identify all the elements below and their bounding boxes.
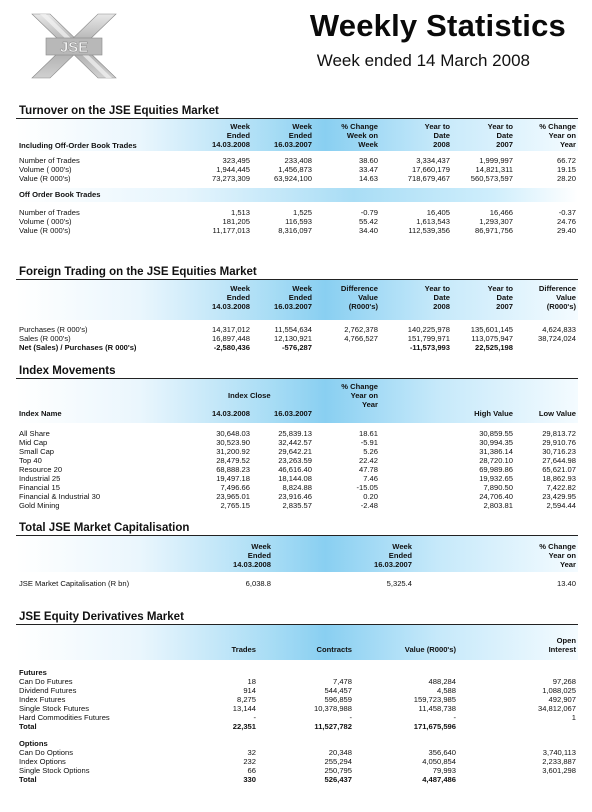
cap-row-value-3: 13.40	[556, 579, 576, 588]
row-value: 18,862.93	[542, 474, 576, 483]
row-value: 30,648.03	[216, 429, 250, 438]
row-value: 24.76	[556, 217, 576, 226]
row-value: 11,458,738	[418, 704, 456, 713]
capitalisation-section	[16, 521, 578, 588]
row-value: -2.48	[360, 501, 378, 510]
row-value: 34.40	[358, 226, 378, 235]
row-value: 914	[243, 686, 256, 695]
row-value: 38,724,024	[537, 334, 576, 343]
index-col-date1: 14.03.2008	[211, 409, 250, 418]
row-label: Value (R 000's)	[19, 226, 71, 235]
table-row	[16, 465, 578, 474]
capitalisation-title: Total JSE Market Capitalisation	[16, 521, 578, 536]
row-label: Industrial 25	[19, 474, 61, 483]
row-value: 86,971,756	[474, 226, 513, 235]
row-value: 32	[247, 748, 256, 757]
row-value: 113,075,947	[471, 334, 513, 343]
row-value: 2,762,378	[344, 325, 378, 334]
row-label: Sales (R 000's)	[19, 334, 71, 343]
row-value: 4,588	[436, 686, 456, 695]
foreign-rows	[16, 325, 578, 352]
row-value: 14,821,311	[475, 165, 513, 174]
row-value: 3,601,298	[542, 766, 576, 775]
row-label: Net (Sales) / Purchases (R 000's)	[19, 343, 137, 352]
row-value: 232	[243, 757, 256, 766]
row-label: Volume ( 000's)	[19, 165, 72, 174]
foreign-col-2: Week Ended 16.03.2007	[273, 284, 312, 311]
row-value: 13,144	[232, 704, 256, 713]
row-value: 323,495	[222, 156, 250, 165]
foreign-header-band	[16, 280, 578, 320]
row-value: 11,177,013	[212, 226, 250, 235]
futures-rows	[16, 677, 578, 731]
row-value: 3,740,113	[542, 748, 576, 757]
row-value: -0.37	[558, 208, 576, 217]
row-value: 28,720.10	[479, 456, 513, 465]
deriv-col-trades: Trades	[231, 645, 256, 654]
turnover-row-label-header: Including Off-Order Book Trades	[19, 141, 137, 150]
row-label: All Share	[19, 429, 50, 438]
row-value: 4,624,833	[542, 325, 576, 334]
cap-row-value-1: 6,038.8	[245, 579, 271, 588]
row-value: 97,268	[552, 677, 576, 686]
page-title: Weekly Statistics	[309, 8, 566, 43]
row-value: 112,539,356	[408, 226, 450, 235]
index-col-name: Index Name	[19, 409, 62, 418]
row-label: Top 40	[19, 456, 42, 465]
index-rows	[16, 429, 578, 510]
cap-col-2: Week Ended 16.03.2007	[373, 542, 412, 569]
options-heading: Options	[19, 739, 48, 748]
row-label: Gold Mining	[19, 501, 60, 510]
row-value: 1,088,025	[542, 686, 576, 695]
table-row	[16, 165, 578, 174]
turnover-header-band	[16, 119, 578, 151]
foreign-col-3: Difference Value (R000's)	[340, 284, 378, 311]
table-row	[16, 325, 578, 334]
row-value: 28.20	[556, 174, 576, 183]
row-value: 488,284	[428, 677, 456, 686]
row-label: Resource 20	[19, 465, 63, 474]
jse-logo	[28, 12, 120, 80]
row-value: 29,910.76	[542, 438, 576, 447]
row-value: 18	[247, 677, 256, 686]
foreign-col-4: Year to Date 2008	[424, 284, 450, 311]
row-value: 18,144.08	[278, 474, 312, 483]
row-value: 30,859.55	[479, 429, 513, 438]
row-value: 18.61	[358, 429, 378, 438]
row-value: 32,442.57	[278, 438, 312, 447]
page-header	[0, 0, 592, 92]
foreign-col-1: Week Ended 14.03.2008	[211, 284, 250, 311]
row-label: Financial 15	[19, 483, 60, 492]
row-value: 29,813.72	[542, 429, 576, 438]
table-row	[16, 217, 578, 226]
row-value: 159,723,985	[413, 695, 456, 704]
row-value: 2,835.57	[282, 501, 312, 510]
index-header-band	[16, 379, 578, 423]
derivatives-title: JSE Equity Derivatives Market	[16, 610, 578, 625]
table-row	[16, 483, 578, 492]
row-value: -	[349, 713, 352, 722]
row-value: 14.63	[358, 174, 378, 183]
row-value: 19,497.18	[216, 474, 250, 483]
table-row	[16, 704, 578, 713]
row-value: 30,994.35	[479, 438, 513, 447]
row-value: 17,660,179	[411, 165, 450, 174]
foreign-title: Foreign Trading on the JSE Equities Market	[16, 265, 578, 280]
page-subtitle: Week ended 14 March 2008	[316, 51, 530, 70]
row-value: 718,679,467	[407, 174, 450, 183]
foreign-col-5: Year to Date 2007	[487, 284, 513, 311]
row-value: 11,554,634	[274, 325, 312, 334]
row-value: 31,386.14	[479, 447, 513, 456]
row-label: Mid Cap	[19, 438, 48, 447]
cap-col-1: Week Ended 14.03.2008	[232, 542, 271, 569]
row-value: 16,405	[426, 208, 450, 217]
table-row	[16, 748, 578, 757]
index-col-low: Low Value	[538, 409, 576, 418]
row-value: 1,999,997	[479, 156, 513, 165]
row-value: 8,275	[236, 695, 256, 704]
row-value: 7,496.66	[220, 483, 250, 492]
cap-row-label: JSE Market Capitalisation (R bn)	[19, 579, 130, 588]
row-value: 27,644.98	[542, 456, 576, 465]
row-value: 29.40	[556, 226, 576, 235]
row-value: 3,334,437	[416, 156, 450, 165]
table-row	[16, 474, 578, 483]
turnover-title: Turnover on the JSE Equities Market	[16, 104, 578, 119]
row-label: Financial & Industrial 30	[19, 492, 101, 501]
row-label: Can Do Options	[19, 748, 74, 757]
row-label: Dividend Futures	[19, 686, 77, 695]
index-close-label: Index Close	[228, 391, 271, 400]
table-row	[16, 208, 578, 217]
table-row	[16, 757, 578, 766]
futures-heading: Futures	[19, 668, 47, 677]
row-value: 19.15	[556, 165, 576, 174]
row-value: -0.79	[360, 208, 378, 217]
row-value: 7.46	[363, 474, 378, 483]
index-col-high: High Value	[474, 409, 513, 418]
row-value: 171,675,596	[413, 722, 456, 731]
deriv-col-contracts: Contracts	[316, 645, 352, 654]
row-value: 8,824.88	[282, 483, 312, 492]
table-row	[16, 677, 578, 686]
table-row	[16, 343, 578, 352]
row-value: 4,050,854	[422, 757, 456, 766]
table-row	[16, 713, 578, 722]
turnover-col-5: Year to Date 2007	[487, 122, 513, 149]
row-value: 66	[247, 766, 256, 775]
turnover-col-2: Week Ended 16.03.2007	[273, 122, 312, 149]
row-value: 55.42	[358, 217, 378, 226]
table-row	[16, 447, 578, 456]
index-col-date2: 16.03.2007	[273, 409, 312, 418]
row-value: 1	[571, 713, 576, 722]
turnover-section	[16, 104, 578, 235]
row-value: -11,573,993	[409, 343, 450, 352]
table-row	[16, 775, 578, 784]
row-label: Number of Trades	[19, 156, 80, 165]
deriv-col-value: Value (R000's)	[404, 645, 456, 654]
row-value: 23,965.01	[216, 492, 250, 501]
row-value: 65,621.07	[542, 465, 576, 474]
row-value: -2,580,436	[213, 343, 250, 352]
off-order-rows	[16, 208, 578, 235]
row-value: 23,429.95	[542, 492, 576, 501]
row-value: 0.20	[363, 492, 378, 501]
turnover-col-1: Week Ended 14.03.2008	[211, 122, 250, 149]
row-value: 24,706.40	[479, 492, 513, 501]
row-value: 1,456,873	[278, 165, 312, 174]
cap-col-3: % Change Year on Year	[539, 542, 576, 569]
row-label: Purchases (R 000's)	[19, 325, 88, 334]
table-row	[16, 686, 578, 695]
row-value: 2,803.81	[483, 501, 513, 510]
row-value: 16,466	[489, 208, 513, 217]
row-value: 560,573,597	[470, 174, 513, 183]
row-value: 19,932.65	[479, 474, 513, 483]
row-value: 181,205	[222, 217, 250, 226]
row-value: 34,812,067	[537, 704, 576, 713]
row-value: 492,907	[548, 695, 576, 704]
row-value: 14,317,012	[211, 325, 250, 334]
table-row	[16, 334, 578, 343]
capitalisation-header-band	[16, 536, 578, 572]
cap-row-value-2: 5,325.4	[386, 579, 412, 588]
row-value: 30,716.23	[542, 447, 576, 456]
row-value: 66.72	[556, 156, 576, 165]
row-value: 1,513	[230, 208, 250, 217]
row-value: 4,766,527	[344, 334, 378, 343]
row-value: 255,294	[324, 757, 352, 766]
row-value: 596,859	[324, 695, 352, 704]
row-value: 7,422.82	[546, 483, 576, 492]
table-row	[16, 456, 578, 465]
row-value: 23,263.59	[278, 456, 312, 465]
table-row	[16, 766, 578, 775]
row-value: 2,594.44	[546, 501, 576, 510]
row-value: 140,225,978	[407, 325, 450, 334]
row-value: 20,348	[328, 748, 352, 757]
row-label: Total	[19, 722, 37, 731]
row-value: -5.91	[360, 438, 378, 447]
row-value: 2,233,887	[542, 757, 576, 766]
row-value: 73,273,309	[211, 174, 250, 183]
row-value: 30,523.90	[216, 438, 250, 447]
row-label: Index Options	[19, 757, 66, 766]
row-value: 2,765.15	[220, 501, 250, 510]
table-row	[16, 226, 578, 235]
index-title: Index Movements	[16, 364, 578, 379]
row-value: -15.05	[356, 483, 378, 492]
deriv-col-open-interest: Open Interest	[548, 636, 576, 654]
row-value: 1,525	[292, 208, 312, 217]
derivatives-section	[16, 610, 578, 784]
index-section	[16, 364, 578, 510]
row-value: 116,593	[285, 217, 312, 226]
row-label: Single Stock Futures	[19, 704, 90, 713]
table-row	[16, 695, 578, 704]
row-value: 5.26	[363, 447, 378, 456]
row-label: Index Futures	[19, 695, 66, 704]
off-order-band: Off Order Book Trades	[16, 188, 578, 202]
row-value: 526,437	[324, 775, 352, 784]
table-row	[16, 492, 578, 501]
derivatives-header-band	[16, 625, 578, 660]
turnover-col-6: % Change Year on Year	[539, 122, 576, 149]
row-value: 79,993	[432, 766, 456, 775]
row-label: Small Cap	[19, 447, 55, 456]
foreign-section	[16, 265, 578, 352]
logo-text: JSE	[59, 39, 89, 56]
row-label: Volume ( 000's)	[19, 217, 72, 226]
row-value: 23,916.46	[278, 492, 312, 501]
row-value: 33.47	[358, 165, 378, 174]
row-value: 7,890.50	[483, 483, 513, 492]
row-value: 1,944,445	[216, 165, 250, 174]
turnover-col-4: Year to Date 2008	[424, 122, 450, 149]
row-value: 68,888.23	[216, 465, 250, 474]
table-row	[16, 438, 578, 447]
row-value: 22.42	[358, 456, 378, 465]
row-value: 29,642.21	[278, 447, 312, 456]
row-value: 330	[243, 775, 256, 784]
row-value: 10,378,988	[313, 704, 352, 713]
row-label: Hard Commodities Futures	[19, 713, 110, 722]
row-value: -576,287	[282, 343, 312, 352]
table-row	[16, 429, 578, 438]
index-change-header: % Change Year on Year	[341, 382, 378, 409]
turnover-col-3: % Change Week on Week	[341, 122, 378, 149]
row-value: 11,527,782	[314, 722, 352, 731]
row-value: 28,479.52	[216, 456, 250, 465]
row-label: Can Do Futures	[19, 677, 73, 686]
row-value: 250,795	[324, 766, 352, 775]
cap-row	[16, 579, 578, 588]
row-value: 1,293,307	[479, 217, 513, 226]
row-label: Number of Trades	[19, 208, 80, 217]
table-row	[16, 174, 578, 183]
options-rows	[16, 748, 578, 784]
row-value: 22,525,198	[474, 343, 513, 352]
row-label: Value (R 000's)	[19, 174, 71, 183]
row-value: 31,200.92	[216, 447, 250, 456]
row-value: 544,457	[324, 686, 352, 695]
row-value: 25,839.13	[278, 429, 312, 438]
row-value: 135,601,145	[470, 325, 513, 334]
table-row	[16, 156, 578, 165]
row-value: 46,616.40	[278, 465, 312, 474]
turnover-rows	[16, 156, 578, 183]
row-value: 63,924,100	[273, 174, 312, 183]
row-value: 16,897,448	[211, 334, 250, 343]
row-value: 7,478	[332, 677, 352, 686]
row-value: 38.60	[358, 156, 378, 165]
row-value: 22,351	[232, 722, 256, 731]
row-value: 12,130,921	[273, 334, 312, 343]
row-value: 4,487,486	[422, 775, 456, 784]
row-label: Single Stock Options	[19, 766, 90, 775]
row-value: 1,613,543	[416, 217, 450, 226]
foreign-col-6: Difference Value (R000's)	[538, 284, 576, 311]
row-value: 8,316,097	[278, 226, 312, 235]
table-row	[16, 722, 578, 731]
row-value: 69,989.86	[479, 465, 513, 474]
row-value: -	[253, 713, 256, 722]
row-value: 47.78	[358, 465, 378, 474]
row-value: 356,640	[428, 748, 456, 757]
row-value: -	[453, 713, 456, 722]
table-row	[16, 501, 578, 510]
row-label: Total	[19, 775, 37, 784]
row-value: 233,408	[284, 156, 312, 165]
row-value: 151,799,971	[407, 334, 450, 343]
